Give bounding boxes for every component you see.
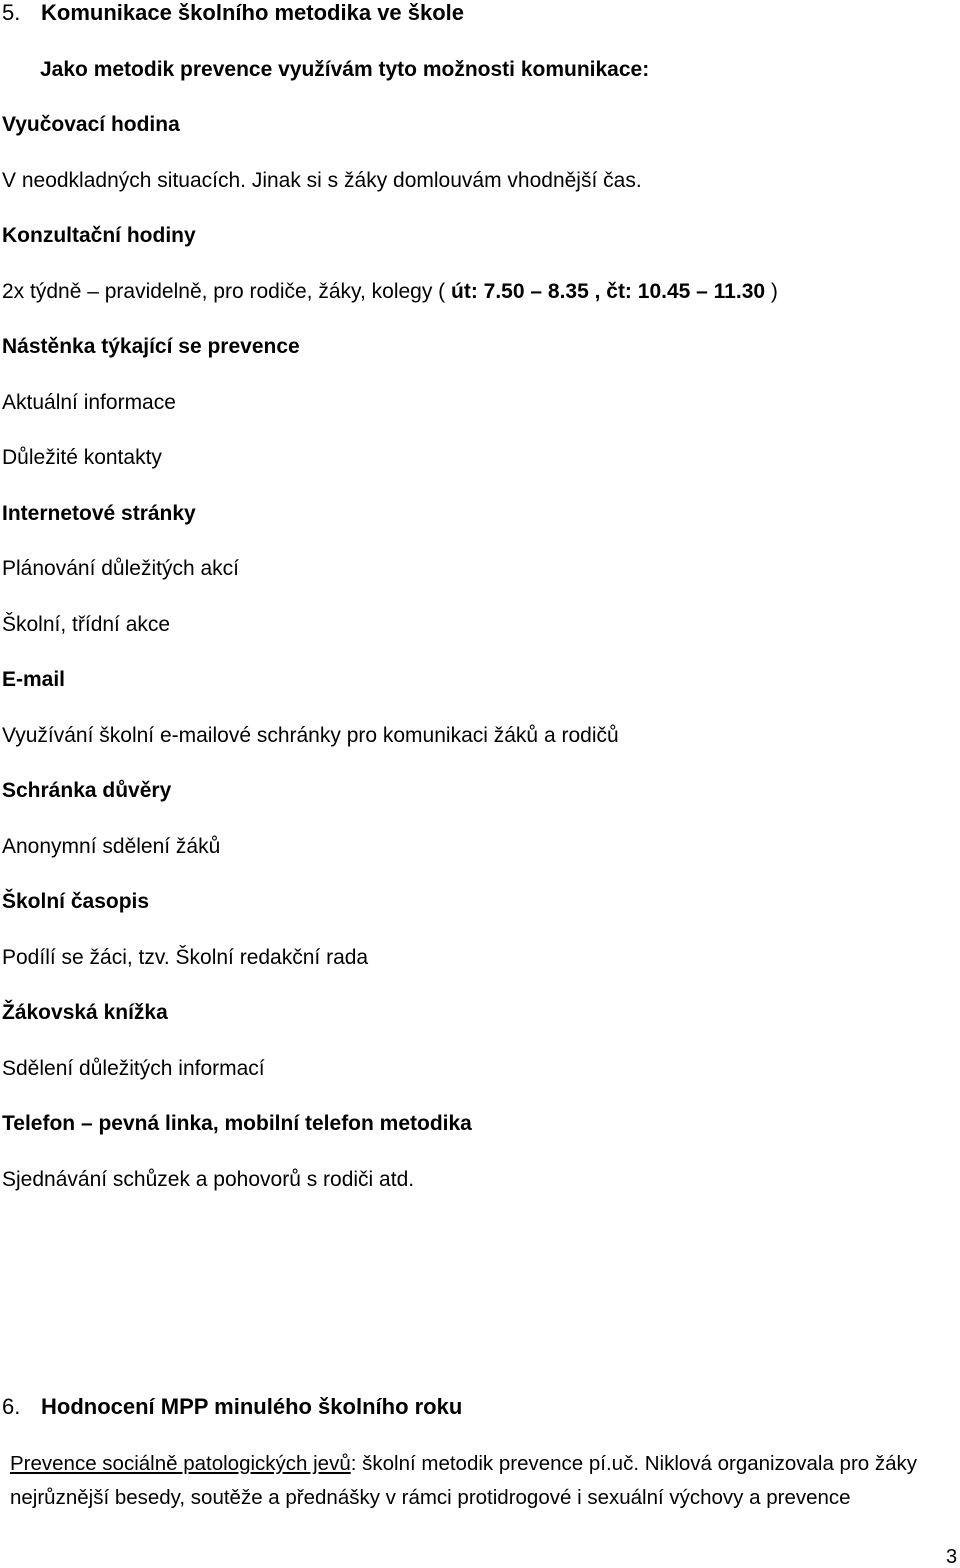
- item-heading: Schránka důvěry: [2, 779, 172, 802]
- item-text: Sdělení důležitých informací: [2, 1057, 265, 1080]
- prevention-link[interactable]: Prevence sociálně patologických jevů: [10, 1452, 351, 1475]
- item-text: Plánování důležitých akcí: [2, 557, 239, 580]
- section-number: 5.: [2, 0, 21, 25]
- item-heading: E-mail: [2, 668, 66, 691]
- text-suffix: ): [765, 280, 778, 303]
- hours-times: út: 7.50 – 8.35 , čt: 10.45 – 11.30: [451, 280, 766, 303]
- item-heading: Internetové stránky: [2, 502, 196, 525]
- item-heading: Konzultační hodiny: [2, 224, 196, 247]
- evaluation-paragraph: [10, 1447, 955, 1515]
- intro-text: Jako metodik prevence využívám tyto možnosti komunikace:: [40, 58, 650, 81]
- paragraph-text: : školní metodik prevence pí.uč. Niklová organizovala pro žáky nejrůznější besedy, soutěže a přednášky v rámci protidrogové i sexuální výchovy a prevence: [10, 1452, 918, 1509]
- section-5-heading: [2, 0, 464, 26]
- item-text: Důležité kontakty: [2, 446, 162, 469]
- page-number: 3: [946, 1546, 958, 1568]
- item-text: Sjednávání schůzek a pohovorů s rodiči atd.: [2, 1168, 415, 1191]
- item-heading: Telefon – pevná linka, mobilní telefon metodika: [2, 1112, 472, 1135]
- item-heading: Nástěnka týkající se prevence: [2, 335, 300, 358]
- item-text: Anonymní sdělení žáků: [2, 835, 221, 858]
- section-title: Komunikace školního metodika ve škole: [41, 0, 465, 25]
- section-number: 6.: [2, 1394, 21, 1419]
- item-heading: Vyučovací hodina: [2, 113, 180, 136]
- consultation-hours-text: [2, 279, 778, 305]
- item-heading: Školní časopis: [2, 890, 150, 913]
- item-text: Školní, třídní akce: [2, 613, 171, 636]
- item-text: Podílí se žáci, tzv. Školní redakční rada: [2, 946, 369, 969]
- item-text: V neodkladných situacích. Jinak si s žáky domlouvám vhodnější čas.: [2, 169, 642, 192]
- section-title: Hodnocení MPP minulého školního roku: [41, 1394, 463, 1419]
- item-heading: Žákovská knížka: [2, 1001, 168, 1024]
- text-prefix: 2x týdně – pravidelně, pro rodiče, žáky, kolegy (: [2, 280, 452, 303]
- section-6-heading: [2, 1394, 462, 1420]
- item-text: Využívání školní e-mailové schránky pro komunikaci žáků a rodičů: [2, 724, 619, 747]
- item-text: Aktuální informace: [2, 391, 176, 414]
